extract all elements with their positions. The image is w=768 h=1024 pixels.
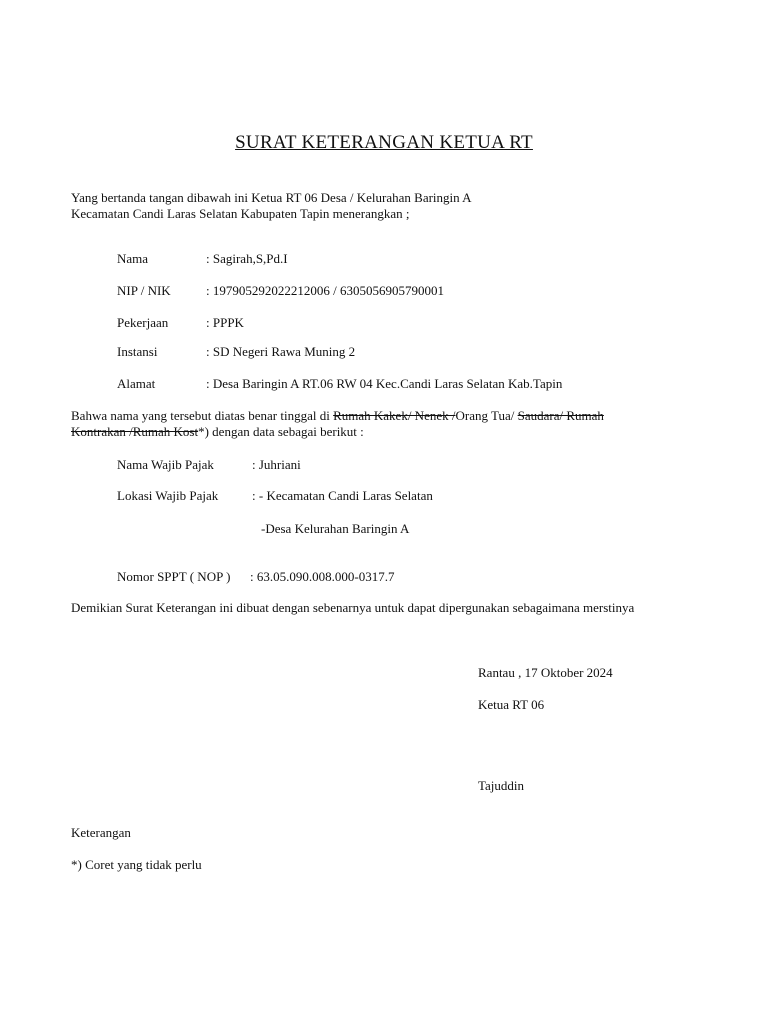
- statement-text-a: Bahwa nama yang tersebut diatas benar tinggal di: [71, 408, 334, 423]
- signer-position: Ketua RT 06: [478, 697, 545, 712]
- footer-heading: Keterangan: [71, 825, 131, 840]
- wajib-pajak-value: : Juhriani: [252, 457, 301, 472]
- struck-option-kakek-nenek: Rumah Kakek/ Nenek /: [333, 408, 456, 423]
- document-title: SURAT KETERANGAN KETUA RT: [235, 132, 533, 153]
- pekerjaan-label: Pekerjaan: [117, 315, 169, 330]
- statement-text-b: *) dengan data sebagai berikut :: [198, 424, 364, 439]
- statement-line-1: [71, 408, 604, 424]
- nop-value: : 63.05.090.008.000-0317.7: [250, 569, 395, 584]
- nip-label: NIP / NIK: [117, 283, 171, 298]
- instansi-value: : SD Negeri Rawa Muning 2: [206, 344, 356, 359]
- selected-option-orang-tua: Orang Tua/: [455, 408, 518, 423]
- place-date: Rantau , 17 Oktober 2024: [478, 665, 613, 680]
- nop-label: Nomor SPPT ( NOP ): [117, 569, 231, 584]
- struck-option-saudara: Saudara/ Rumah: [517, 408, 604, 423]
- statement-line-2: [71, 424, 364, 440]
- lokasi-value: : - Kecamatan Candi Laras Selatan: [252, 488, 433, 503]
- struck-option-kontrakan: Kontrakan /Rumah Kost: [71, 424, 199, 439]
- pekerjaan-value: : PPPK: [206, 315, 244, 330]
- instansi-label: Instansi: [117, 344, 158, 359]
- alamat-value: : Desa Baringin A RT.06 RW 04 Kec.Candi Laras Selatan Kab.Tapin: [206, 376, 563, 391]
- signer-name: Tajuddin: [478, 778, 525, 793]
- wajib-pajak-label: Nama Wajib Pajak: [117, 457, 214, 472]
- lokasi-value-2: -Desa Kelurahan Baringin A: [261, 521, 410, 536]
- footer-note: *) Coret yang tidak perlu: [71, 857, 202, 872]
- intro-line-1: Yang bertanda tangan dibawah ini Ketua RT 06 Desa / Kelurahan Baringin A: [71, 190, 472, 205]
- nip-value: : 197905292022212006 / 6305056905790001: [206, 283, 444, 298]
- lokasi-label: Lokasi Wajib Pajak: [117, 488, 219, 503]
- nama-label: Nama: [117, 251, 149, 266]
- intro-line-2: Kecamatan Candi Laras Selatan Kabupaten Tapin menerangkan ;: [71, 206, 410, 221]
- nama-value: : Sagirah,S,Pd.I: [206, 251, 288, 266]
- closing-statement: Demikian Surat Keterangan ini dibuat dengan sebenarnya untuk dapat dipergunakan sebagaimana merstinya: [71, 600, 635, 615]
- alamat-label: Alamat: [117, 376, 156, 391]
